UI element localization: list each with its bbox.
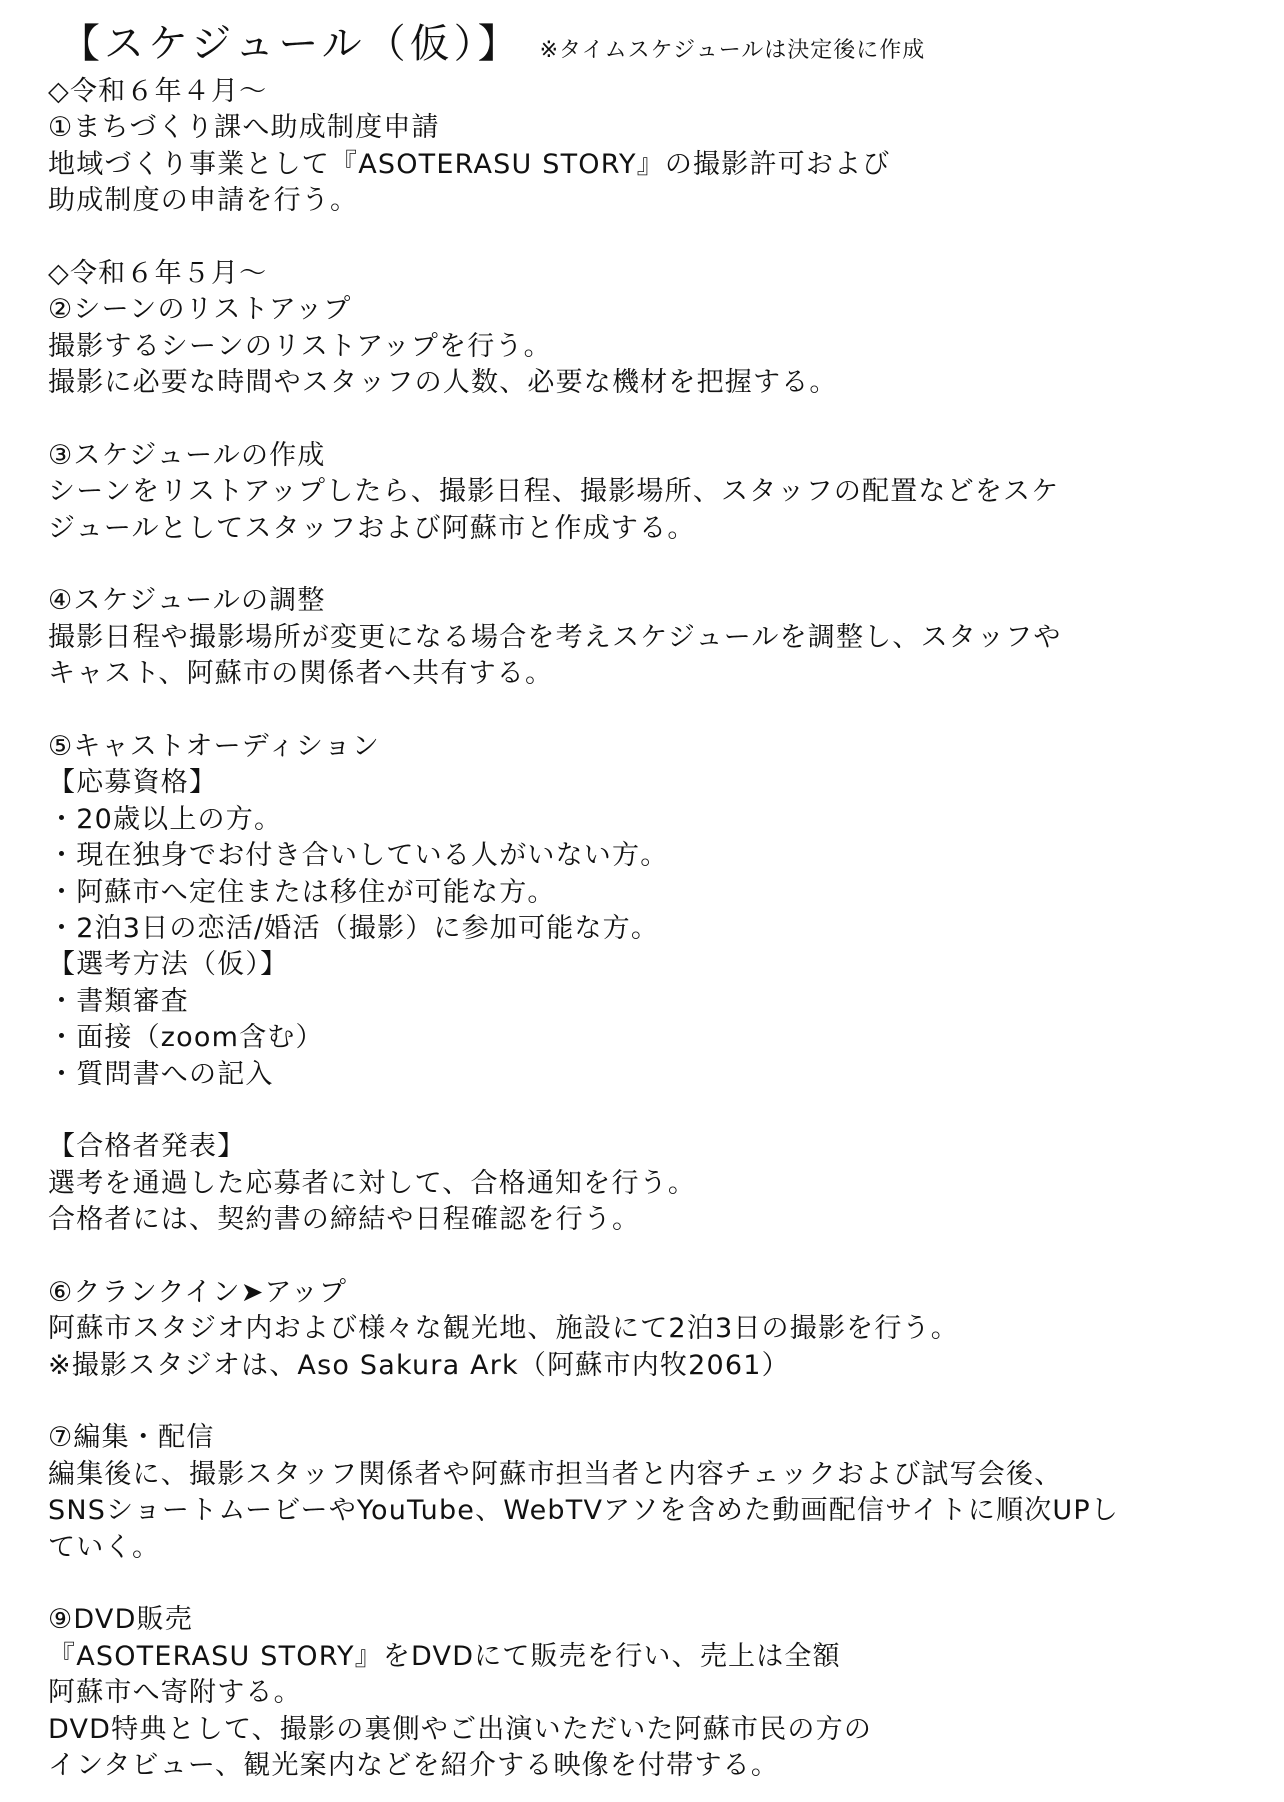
text-line: キャスト、阿蘇市の関係者へ共有する。: [48, 658, 554, 690]
text-line: SNSショートムービーやYouTube、WebTVアソを含めた動画配信サイトに順次UPし: [48, 1495, 1120, 1527]
text-line: 阿蘇市スタジオ内および様々な観光地、施設にて2泊3日の撮影を行う。: [48, 1313, 959, 1345]
text-line: 【合格者発表】: [48, 1131, 246, 1163]
text-line: ⑥クランクイン➤アップ: [48, 1276, 348, 1308]
blank-line: [48, 547, 1284, 583]
blank-line: [48, 693, 1284, 729]
text-line: 編集後に、撮影スタッフ関係者や阿蘇市担当者と内容チェックおよび試写会後、: [48, 1458, 1063, 1490]
text-line: ・面接（zoom含む）: [48, 1022, 324, 1054]
text-line: ・書類審査: [48, 985, 189, 1017]
text-line: ・阿蘇市へ定住または移住が可能な方。: [48, 876, 556, 908]
text-line: ⑤キャストオーディション: [48, 731, 381, 763]
text-line: 撮影日程や撮影場所が変更になる場合を考えスケジュールを調整し、スタッフや: [48, 621, 1062, 653]
blank-line: [48, 1384, 1284, 1420]
blank-line: [48, 1239, 1284, 1275]
document-title: 【スケジュール（仮）】: [60, 21, 522, 67]
document-body: [48, 74, 1284, 1784]
text-line: 合格者には、契約書の締結や日程確認を行う。: [48, 1204, 641, 1236]
text-line: ④スケジュールの調整: [48, 585, 326, 617]
text-line: 地域づくり事業として『ASOTERASU STORY』の撮影許可および: [48, 148, 891, 180]
text-line: ジュールとしてスタッフおよび阿蘇市と作成する。: [48, 512, 696, 544]
title-note: ※タイムスケジュールは決定後に作成: [539, 38, 926, 63]
text-line: 【選考方法（仮）】: [48, 949, 289, 981]
text-line: ・2泊3日の恋活/婚活（撮影）に参加可能な方。: [48, 912, 660, 944]
text-line: ◇令和６年４月～: [48, 76, 268, 107]
text-line: 助成制度の申請を行う。: [48, 185, 359, 217]
blank-line: [48, 1093, 1284, 1129]
text-line: 撮影するシーンのリストアップを行う。: [48, 330, 552, 362]
text-line: 【応募資格】: [48, 767, 218, 799]
title-row: [48, 12, 1284, 74]
blank-line: [48, 402, 1284, 438]
text-line: ②シーンのリストアップ: [48, 294, 352, 326]
text-line: ・20歳以上の方。: [48, 803, 283, 835]
text-line: 『ASOTERASU STORY』をDVDにて販売を行い、売上は全額: [48, 1640, 841, 1672]
text-line: ◇令和６年５月～: [48, 257, 268, 289]
blank-line: [48, 220, 1284, 256]
text-line: インタビュー、観光案内などを紹介する映像を付帯する。: [48, 1749, 780, 1781]
text-line: ③スケジュールの作成: [48, 439, 326, 471]
text-line: ⑦編集・配信: [48, 1422, 215, 1454]
text-line: 選考を通過した応募者に対して、合格通知を行う。: [48, 1167, 697, 1199]
text-line: DVD特典として、撮影の裏側やご出演いただいた阿蘇市民の方の: [48, 1713, 873, 1745]
blank-line: [48, 1566, 1284, 1602]
text-line: ①まちづくり課へ助成制度申請: [48, 112, 440, 144]
text-line: 撮影に必要な時間やスタッフの人数、必要な機材を把握する。: [48, 367, 838, 399]
text-line: ていく。: [48, 1531, 161, 1563]
text-line: ・質問書への記入: [48, 1058, 274, 1090]
text-line: ※撮影スタジオは、Aso Sakura Ark（阿蘇市内牧2061）: [48, 1349, 790, 1381]
text-line: シーンをリストアップしたら、撮影日程、撮影場所、スタッフの配置などをスケ: [48, 476, 1060, 508]
text-line: 阿蘇市へ寄附する。: [48, 1677, 302, 1709]
text-line: ⑨DVD販売: [48, 1604, 193, 1636]
text-line: ・現在独身でお付き合いしている人がいない方。: [48, 840, 669, 872]
